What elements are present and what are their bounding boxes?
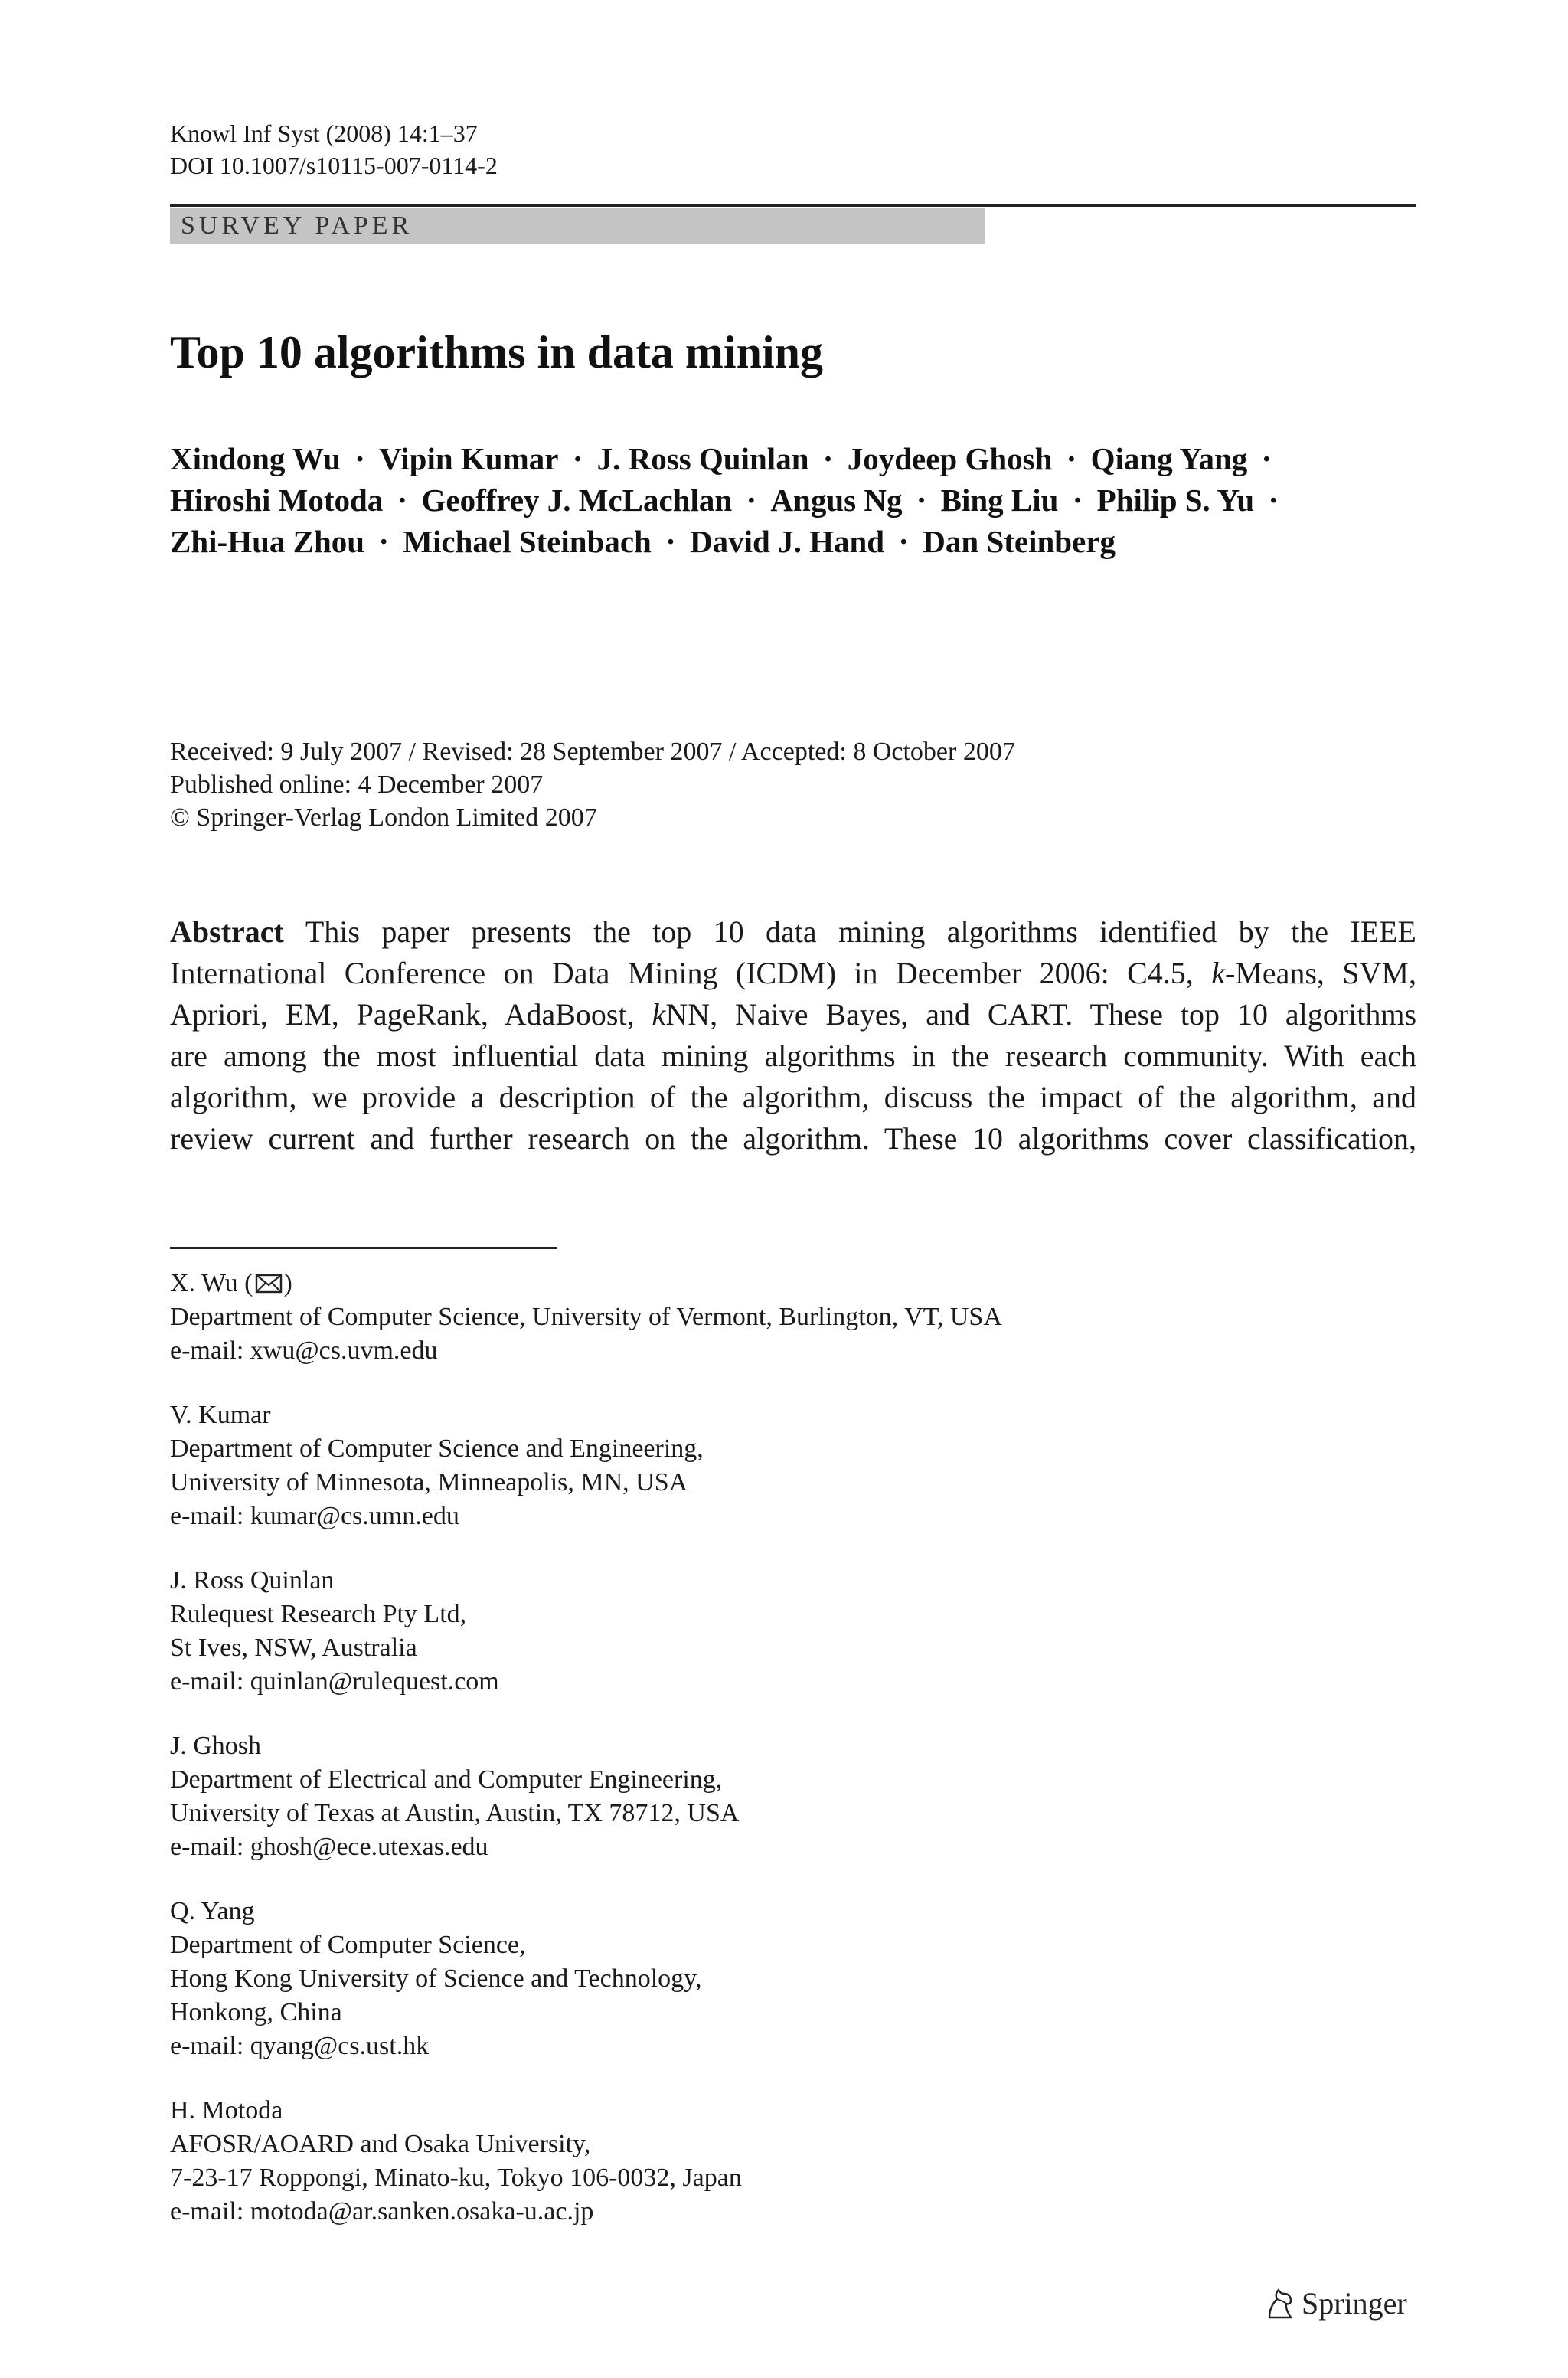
corresponding-author-marker: ( ): [237, 1269, 292, 1297]
author-name: Hiroshi Motoda: [170, 482, 384, 518]
publication-history: [170, 735, 1015, 834]
author-separator: ·: [1260, 482, 1279, 518]
affiliation-author-text: H. Motoda: [170, 2096, 283, 2124]
author-separator: ·: [738, 482, 765, 518]
author-line: [170, 438, 1426, 479]
affiliation-line: Department of Electrical and Computer Engineering,: [170, 1765, 723, 1794]
abstract-line: [170, 1077, 1416, 1118]
author-separator: ·: [657, 524, 684, 559]
affiliation-line: Honkong, China: [170, 1998, 342, 2026]
affiliation-email: e-mail: kumar@cs.umn.edu: [170, 1502, 459, 1530]
author-name: Geoffrey J. McLachlan: [421, 482, 733, 518]
author-separator: ·: [815, 441, 841, 476]
affiliation-author-text: J. Ross Quinlan: [170, 1566, 335, 1595]
author-separator: ·: [371, 524, 397, 559]
publisher-logo: [1265, 2284, 1407, 2324]
affiliation-author-text: J. Ghosh: [170, 1732, 262, 1760]
author-name: Vipin Kumar: [379, 441, 559, 476]
abstract-line: [170, 953, 1416, 994]
affiliation-line: Department of Computer Science, University of Vermont, Burlington, VT, USA: [170, 1303, 1002, 1331]
affiliation-author-name: [170, 1729, 739, 1763]
author-list: [170, 438, 1426, 562]
affiliation-email: e-mail: ghosh@ece.utexas.edu: [170, 1833, 488, 1861]
abstract-text: algorithm, we provide a description of the algorithm, discuss the impact of the algorithm, and: [170, 1080, 1416, 1114]
affiliation-email: e-mail: quinlan@rulequest.com: [170, 1667, 499, 1696]
header-rule: [170, 204, 1416, 207]
author-name: Zhi-Hua Zhou: [170, 524, 365, 559]
affiliation-email: e-mail: motoda@ar.sanken.osaka-u.ac.jp: [170, 2197, 594, 2226]
author-name: Dan Steinberg: [923, 524, 1116, 559]
author-separator: ·: [908, 482, 935, 518]
paper-title: Top 10 algorithms in data mining: [170, 327, 823, 378]
abstract-label: Abstract: [170, 914, 284, 949]
author-separator: ·: [1064, 482, 1091, 518]
author-line: [170, 479, 1426, 521]
abstract-line: [170, 1118, 1416, 1160]
author-name: Michael Steinbach: [403, 524, 652, 559]
affiliation-line: 7-23-17 Roppongi, Minato-ku, Tokyo 106-0032, Japan: [170, 2164, 742, 2192]
affiliation-block: [170, 2094, 742, 2229]
affiliation-block: [170, 1564, 499, 1699]
affiliation-line: AFOSR/AOARD and Osaka University,: [170, 2130, 591, 2158]
author-separator: ·: [890, 524, 917, 559]
journal-citation: Knowl Inf Syst (2008) 14:1–37: [170, 119, 478, 147]
author-name: Joydeep Ghosh: [847, 441, 1053, 476]
published-line: Published online: 4 December 2007: [170, 770, 544, 799]
affiliation-line: University of Minnesota, Minneapolis, MN, USA: [170, 1468, 688, 1496]
copyright-line: © Springer-Verlag London Limited 2007: [170, 803, 597, 832]
envelope-icon: [255, 1274, 283, 1294]
affiliation-email: e-mail: qyang@cs.ust.hk: [170, 2032, 430, 2060]
affiliation-author-text: X. Wu: [170, 1269, 238, 1297]
affiliation-block: [170, 1895, 701, 2063]
affiliation-line: Department of Computer Science,: [170, 1931, 526, 1959]
abstract-text: Apriori, EM, PageRank, AdaBoost, kNN, Naive Bayes, and CART. These top 10 algorithms: [170, 997, 1417, 1032]
affiliation-author-text: Q. Yang: [170, 1897, 255, 1925]
author-separator: ·: [346, 441, 374, 476]
author-name: J. Ross Quinlan: [596, 441, 809, 476]
doi-line: DOI 10.1007/s10115-007-0114-2: [170, 152, 498, 179]
affiliation-author-text: V. Kumar: [170, 1401, 271, 1429]
abstract-text: are among the most influential data mining algorithms in the research community. With each: [170, 1039, 1416, 1073]
affiliation-block: [170, 1729, 739, 1864]
abstract-text: International Conference on Data Mining (ICDM) in December 2006: C4.5, k-Means, SVM,: [170, 956, 1416, 990]
affiliation-email: e-mail: xwu@cs.uvm.edu: [170, 1336, 438, 1365]
author-separator: ·: [1058, 441, 1085, 476]
author-name: Qiang Yang: [1090, 441, 1248, 476]
affiliation-author-name: [170, 1398, 704, 1432]
section-label: SURVEY PAPER: [181, 211, 413, 240]
author-name: Angus Ng: [770, 482, 903, 518]
affiliation-line: University of Texas at Austin, Austin, TX 78712, USA: [170, 1799, 740, 1827]
author-separator: ·: [1253, 441, 1272, 476]
affiliation-author-name: [170, 1267, 1002, 1300]
author-name: Xindong Wu: [170, 441, 341, 476]
affiliation-author-name: [170, 1895, 701, 1928]
author-separator: ·: [389, 482, 416, 518]
history-line: Received: 9 July 2007 / Revised: 28 September 2007 / Accepted: 8 October 2007: [170, 738, 1015, 766]
abstract-line: [170, 911, 1416, 953]
affiliation-line: St Ives, NSW, Australia: [170, 1634, 417, 1662]
author-name: Philip S. Yu: [1096, 482, 1255, 518]
abstract-text: This paper presents the top 10 data mining algorithms identified by the IEEE: [305, 914, 1416, 949]
affiliation-block: [170, 1267, 1002, 1368]
abstract-line: [170, 1035, 1416, 1077]
affiliation-line: Department of Computer Science and Engineering,: [170, 1434, 704, 1463]
abstract-line: [170, 994, 1416, 1035]
springer-horse-icon: [1265, 2287, 1295, 2321]
author-separator: ·: [564, 441, 591, 476]
footnote-rule: [170, 1247, 557, 1249]
affiliation-block: [170, 1398, 704, 1533]
author-name: David J. Hand: [690, 524, 885, 559]
affiliation-author-name: [170, 2094, 742, 2128]
affiliation-line: Rulequest Research Pty Ltd,: [170, 1600, 467, 1628]
author-line: [170, 521, 1426, 562]
springer-wordmark: Springer: [1302, 2286, 1407, 2321]
affiliation-author-name: [170, 1564, 499, 1598]
affiliation-line: Hong Kong University of Science and Technology,: [170, 1964, 702, 1993]
abstract-text: review current and further research on the algorithm. These 10 algorithms cover classification,: [170, 1121, 1416, 1156]
abstract: [170, 911, 1416, 1160]
author-name: Bing Liu: [940, 482, 1059, 518]
